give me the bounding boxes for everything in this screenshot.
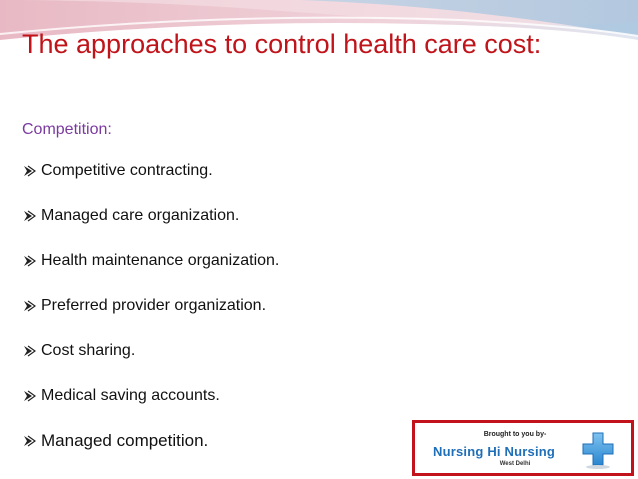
bullet-text: Preferred provider organization. [41,297,267,314]
bullet-item [22,207,279,225]
section-subtitle: Competition: [22,121,112,138]
bullet-text: Managed competition. [41,431,209,450]
bullet-text: Medical saving accounts. [41,387,220,404]
bullet-item [22,252,279,270]
arrow-bullet-icon [22,344,36,358]
bullet-item [22,342,279,360]
logo-name: Nursing Hi Nursing [433,444,556,459]
logo-tagline: Brought to you by- [483,431,547,438]
arrow-bullet-icon [22,299,36,313]
bullet-list [22,162,279,477]
bullet-text: Managed care organization. [41,207,240,224]
arrow-bullet-icon [22,434,36,448]
nursing-logo [412,420,634,476]
bullet-item [22,162,279,180]
bullet-item [22,432,279,450]
arrow-bullet-icon [22,254,36,268]
medical-cross-icon [581,429,615,474]
arrow-bullet-icon [22,209,36,223]
arrow-bullet-icon [22,389,36,403]
slide-title: The approaches to control health care cost: [22,29,542,59]
bullet-text: Cost sharing. [41,342,136,359]
bullet-item [22,387,279,405]
arrow-bullet-icon [22,164,36,178]
bullet-text: Competitive contracting. [41,162,213,179]
bullet-item [22,297,279,315]
bullet-text: Health maintenance organization. [41,252,280,269]
logo-location: West Delhi [499,461,531,467]
